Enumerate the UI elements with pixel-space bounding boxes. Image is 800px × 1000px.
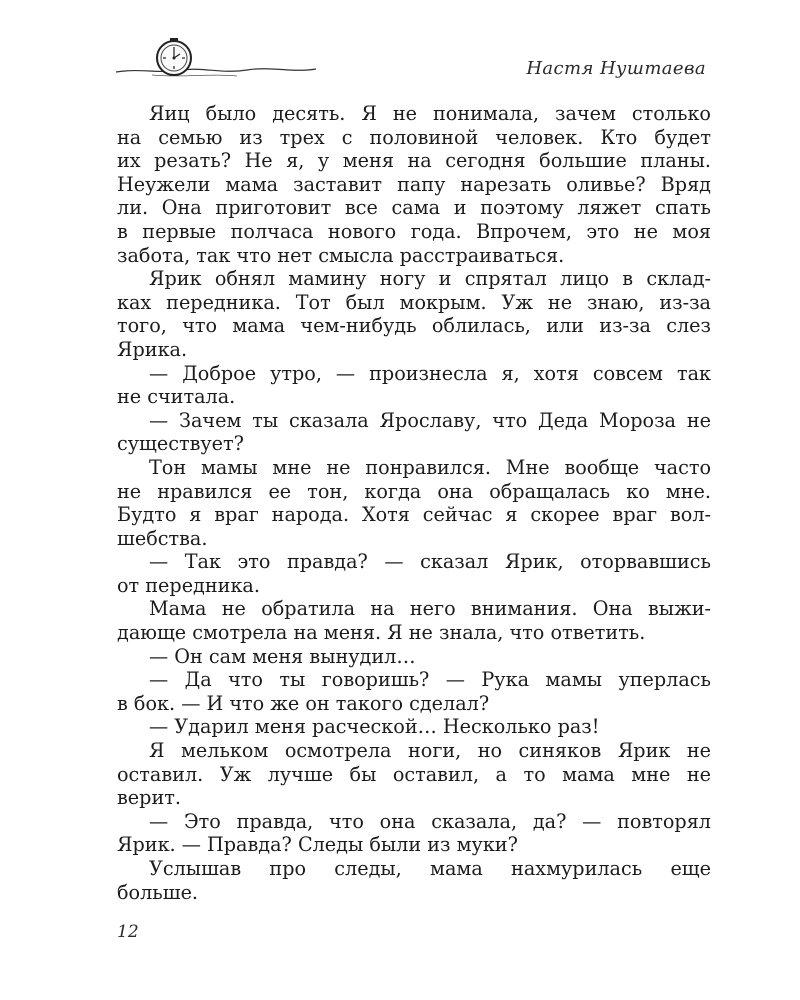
paragraph	[117, 857, 711, 904]
text-line: существует?	[117, 432, 244, 456]
text-line: не нравился ее тон, когда она обращалась ко мне.	[117, 479, 711, 503]
paragraph	[117, 409, 711, 456]
text-line: того, что мама чем-нибудь облилась, или из-за слез	[117, 314, 711, 338]
text-line: Мама не обратила на него внимания. Она выжи-	[149, 597, 711, 621]
paragraph	[117, 645, 711, 669]
text-line: — Так это правда? — сказал Ярик, оторвавшись	[149, 550, 711, 574]
text-line: больше.	[117, 880, 199, 904]
text-line: — Он сам меня вынудил…	[149, 644, 416, 668]
pocket-watch-icon	[112, 38, 318, 82]
text-line: забота, так что нет смысла расстраиваться.	[117, 243, 565, 267]
text-line: в первые полчаса нового года. Впрочем, это не моя	[117, 219, 711, 243]
text-line: — Зачем ты сказала Ярославу, что Деда Мороза не	[149, 408, 711, 432]
body-text	[117, 102, 711, 904]
paragraph	[117, 668, 711, 715]
text-line: — Ударил меня расческой… Несколько раз!	[149, 715, 600, 739]
paragraph	[117, 810, 711, 857]
text-line: — Это правда, что она сказала, да? — повторял	[149, 809, 711, 833]
text-line: верит.	[117, 786, 181, 810]
text-line: Услышав про следы, мама нахмурилась еще	[149, 857, 711, 880]
text-line: Яиц было десять. Я не понимала, зачем столько	[149, 102, 711, 125]
paragraph	[117, 550, 711, 597]
text-line: — Доброе утро, — произнесла я, хотя совсем так	[149, 361, 711, 385]
text-line: не считала.	[117, 385, 236, 409]
paragraph	[117, 739, 711, 810]
paragraph	[117, 362, 711, 409]
text-line: Ярик обнял мамину ногу и спрятал лицо в склад-	[149, 267, 711, 291]
text-line: оставил. Уж лучше бы оставил, а то мама мне не	[117, 762, 711, 786]
text-line: — Да что ты говоришь? — Рука мамы уперлась	[149, 668, 711, 692]
text-line: ли. Она приготовит все сама и поэтому ляжет спать	[117, 196, 711, 220]
paragraph	[117, 456, 711, 550]
text-line: на семью из трех с половиной человек. Кто будет	[117, 125, 711, 149]
text-line: от передника.	[117, 573, 260, 597]
text-line: в бок. — И что же он такого сделал?	[117, 691, 490, 715]
running-head-author: Настя Нуштаева	[526, 58, 706, 79]
text-line: Тон мамы мне не понравился. Мне вообще часто	[149, 455, 711, 479]
text-line: дающе смотрела на меня. Я не знала, что ответить.	[117, 621, 646, 645]
text-line: Будто я враг народа. Хотя сейчас я скорее враг вол-	[117, 503, 711, 527]
paragraph	[117, 102, 711, 267]
paragraph	[117, 267, 711, 361]
text-line: Ярик. — Правда? Следы были из муки?	[117, 833, 518, 857]
page-number: 12	[117, 922, 139, 942]
text-line: Неужели мама заставит папу нарезать оливье? Вряд	[117, 172, 711, 196]
paragraph	[117, 715, 711, 739]
text-line: Я мельком осмотрела ноги, но синяков Ярик не	[149, 739, 711, 763]
text-line: ках передника. Тот был мокрым. Уж не знаю, из-за	[117, 290, 711, 314]
text-line: шебства.	[117, 526, 208, 550]
paragraph	[117, 597, 711, 644]
text-line: Ярика.	[117, 337, 188, 361]
page-header	[0, 0, 800, 90]
text-line: их резать? Не я, у меня на сегодня большие планы.	[117, 149, 711, 173]
